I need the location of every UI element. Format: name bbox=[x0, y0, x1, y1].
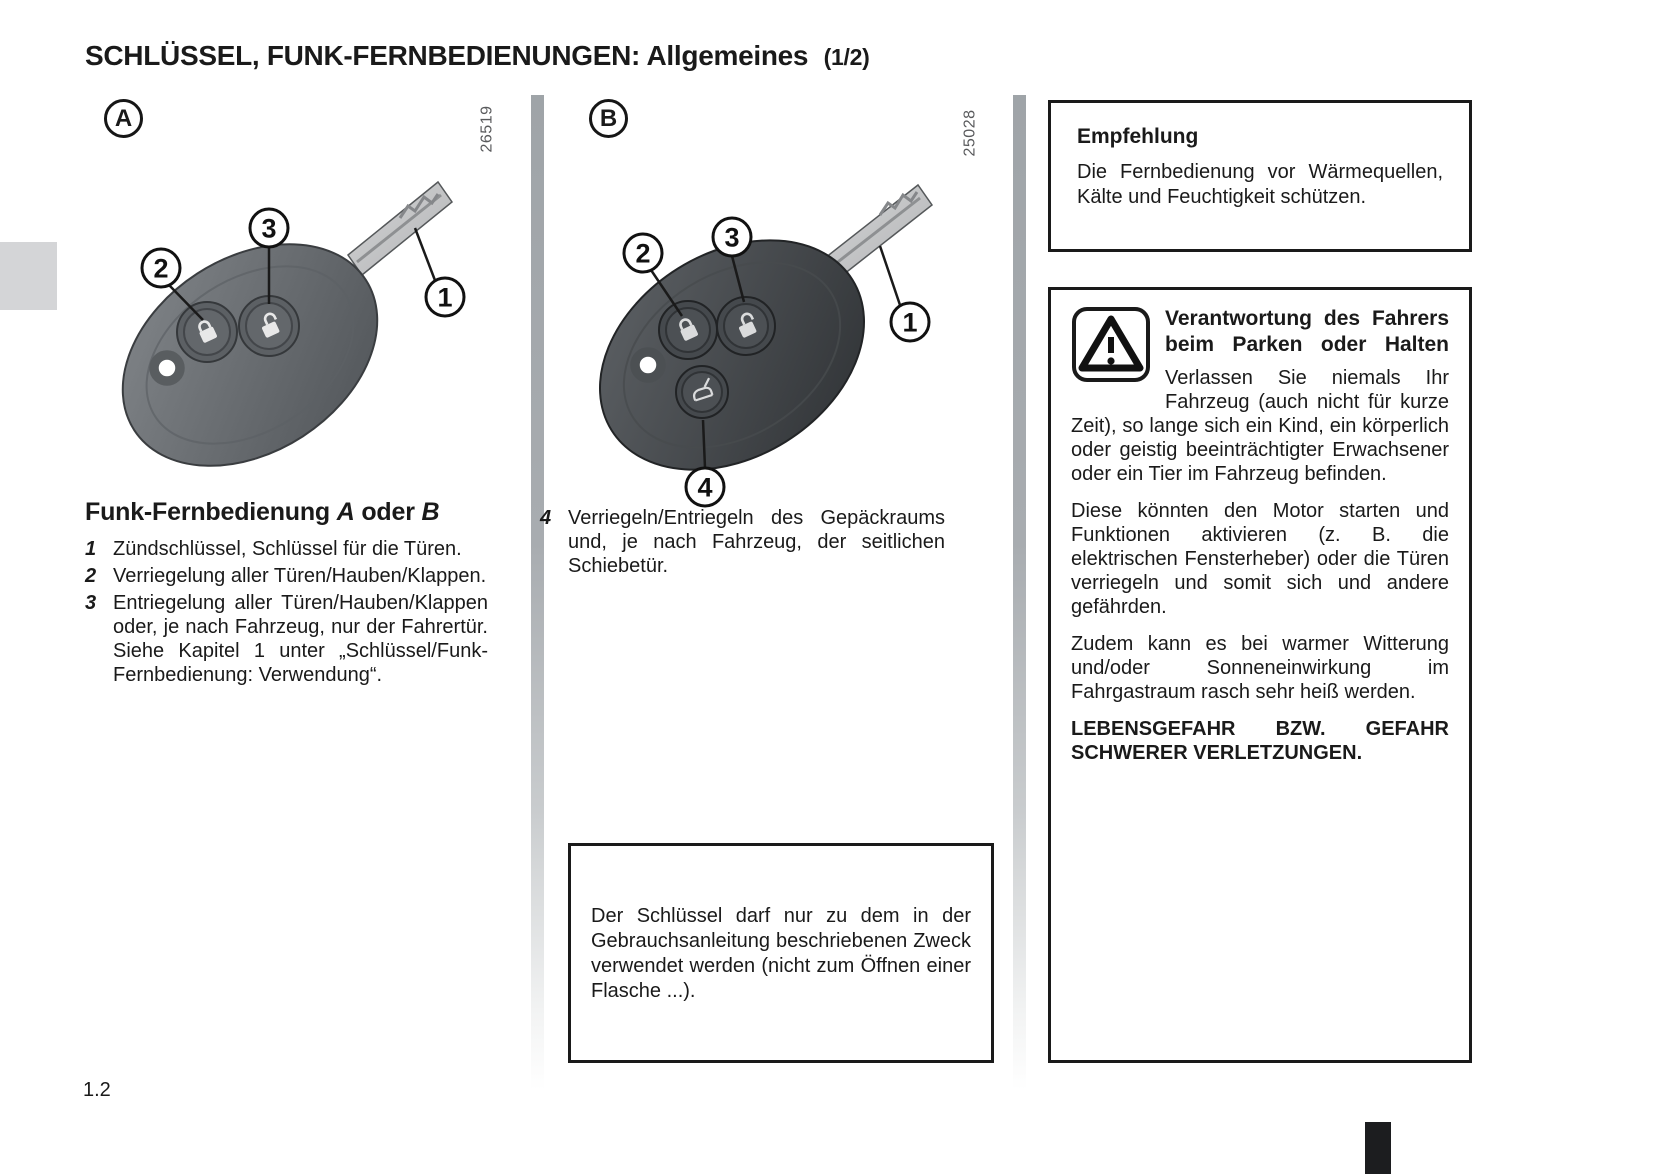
callout-2 bbox=[142, 249, 180, 287]
callout-3 bbox=[250, 209, 288, 247]
callout-4 bbox=[686, 468, 724, 506]
svg-text:3: 3 bbox=[261, 213, 277, 244]
tailgate-button bbox=[676, 366, 728, 418]
heading-or: oder bbox=[361, 498, 415, 526]
warning-title-line2: beim Parken oder Halten bbox=[1165, 333, 1449, 356]
page-title bbox=[85, 40, 869, 72]
list-item-1 bbox=[85, 537, 488, 561]
page-number: 1.2 bbox=[83, 1079, 111, 1101]
key-usage-note-box bbox=[568, 843, 994, 1063]
item-text: Verriegelung aller Türen/Hauben/Klappen. bbox=[113, 565, 487, 587]
figure-a-photo-ref: 26519 bbox=[478, 105, 496, 153]
lock-button bbox=[659, 301, 717, 359]
key-blade bbox=[825, 185, 932, 278]
list-item-2 bbox=[85, 564, 488, 588]
key-blade bbox=[348, 182, 452, 275]
figure-b-photo-ref: 25028 bbox=[961, 109, 979, 157]
heading-prefix: Funk-Fernbedienung bbox=[85, 498, 330, 526]
callout-3 bbox=[713, 218, 751, 256]
svg-text:1: 1 bbox=[437, 282, 453, 313]
keyring-hole bbox=[154, 355, 180, 381]
warning-triangle-icon bbox=[1071, 306, 1151, 408]
warning-paragraph-danger: LEBENSGEFAHR BZW. GEFAHR SCHWERER VERLETZUNGEN. bbox=[1071, 718, 1449, 764]
callout-1 bbox=[426, 278, 464, 316]
unlock-button bbox=[717, 297, 775, 355]
heading-key-a: A bbox=[336, 498, 355, 526]
unlock-button bbox=[239, 296, 299, 356]
key-usage-note-text: Der Schlüssel darf nur zu dem in der Gebrauchsanleitung beschriebenen Zweck verwendet werden (nicht zum Öffnen einer Flasche ...). bbox=[591, 905, 971, 1002]
figure-a-label bbox=[104, 99, 143, 138]
warning-paragraph-1: Verlassen Sie niemals Ihr Fahrzeug (auch nicht für kurze Zeit), so lange sich ein Kind, ein körperlich oder geistig beeinträchtigter Erwachsener oder ein Tier im Fahrzeug befinden. bbox=[1071, 367, 1449, 485]
key-b-illustration bbox=[560, 140, 980, 535]
warning-paragraph-2: Diese könnten den Motor starten und Funktionen aktivieren (z. B. die elektrischen Fensterheber) oder die Türen verriegeln und somit sich und andere gefährden. bbox=[1071, 500, 1449, 618]
page-title-main: SCHLÜSSEL, FUNK-FERNBEDIENUNGEN: Allgemeines bbox=[85, 40, 809, 71]
page-title-indicator: (1/2) bbox=[823, 44, 870, 70]
item-4-section bbox=[540, 506, 945, 581]
warning-title-line1: Verantwortung des Fahrers bbox=[1165, 307, 1449, 330]
chapter-side-tab bbox=[0, 242, 57, 310]
heading-key-b: B bbox=[421, 498, 440, 526]
list-item-4 bbox=[540, 506, 945, 578]
recommendation-title: Empfehlung bbox=[1077, 125, 1199, 148]
item-text: Verriegeln/Entriegeln des Gepäckraums und, je nach Fahrzeug, der seitlichen Schiebetür. bbox=[568, 507, 945, 577]
figure-b-label bbox=[589, 99, 628, 138]
figure-b-letter: B bbox=[599, 104, 618, 132]
svg-text:2: 2 bbox=[635, 238, 651, 269]
svg-text:1: 1 bbox=[902, 307, 918, 338]
section-heading bbox=[85, 500, 488, 524]
item-text: Zündschlüssel, Schlüssel für die Türen. bbox=[113, 538, 462, 560]
list-item-3 bbox=[85, 591, 488, 687]
item-number: 2 bbox=[85, 565, 97, 587]
figure-a-letter: A bbox=[114, 104, 133, 132]
recommendation-box bbox=[1048, 100, 1472, 252]
item-number: 4 bbox=[540, 507, 552, 529]
driver-responsibility-warning-box bbox=[1048, 287, 1472, 1063]
keyring-hole bbox=[635, 352, 661, 378]
item-number: 1 bbox=[85, 538, 97, 560]
lock-button bbox=[177, 302, 237, 362]
callout-1 bbox=[891, 303, 929, 341]
key-a-illustration bbox=[85, 140, 505, 505]
item-text: Entriegelung aller Türen/Hauben/Klappen oder, je nach Fahrzeug, nur der Fahrertür. Siehe Kapitel 1 unter „Schlüssel/Funk-Fernbedienung: Verwendung“. bbox=[113, 592, 488, 686]
column-divider-right bbox=[1013, 95, 1026, 1090]
svg-text:2: 2 bbox=[153, 253, 169, 284]
svg-text:3: 3 bbox=[724, 222, 740, 253]
page-corner-tab bbox=[1365, 1122, 1391, 1174]
remote-description-section bbox=[85, 500, 488, 690]
svg-text:4: 4 bbox=[697, 472, 713, 503]
column-divider-left bbox=[531, 95, 544, 1090]
callout-2 bbox=[624, 234, 662, 272]
recommendation-text: Die Fernbedienung vor Wärmequellen, Kälte und Feuchtigkeit schützen. bbox=[1077, 161, 1443, 208]
warning-paragraph-3: Zudem kann es bei warmer Witterung und/oder Sonneneinwirkung im Fahrgastraum rasch sehr heiß werden. bbox=[1071, 633, 1449, 703]
item-number: 3 bbox=[85, 592, 97, 614]
